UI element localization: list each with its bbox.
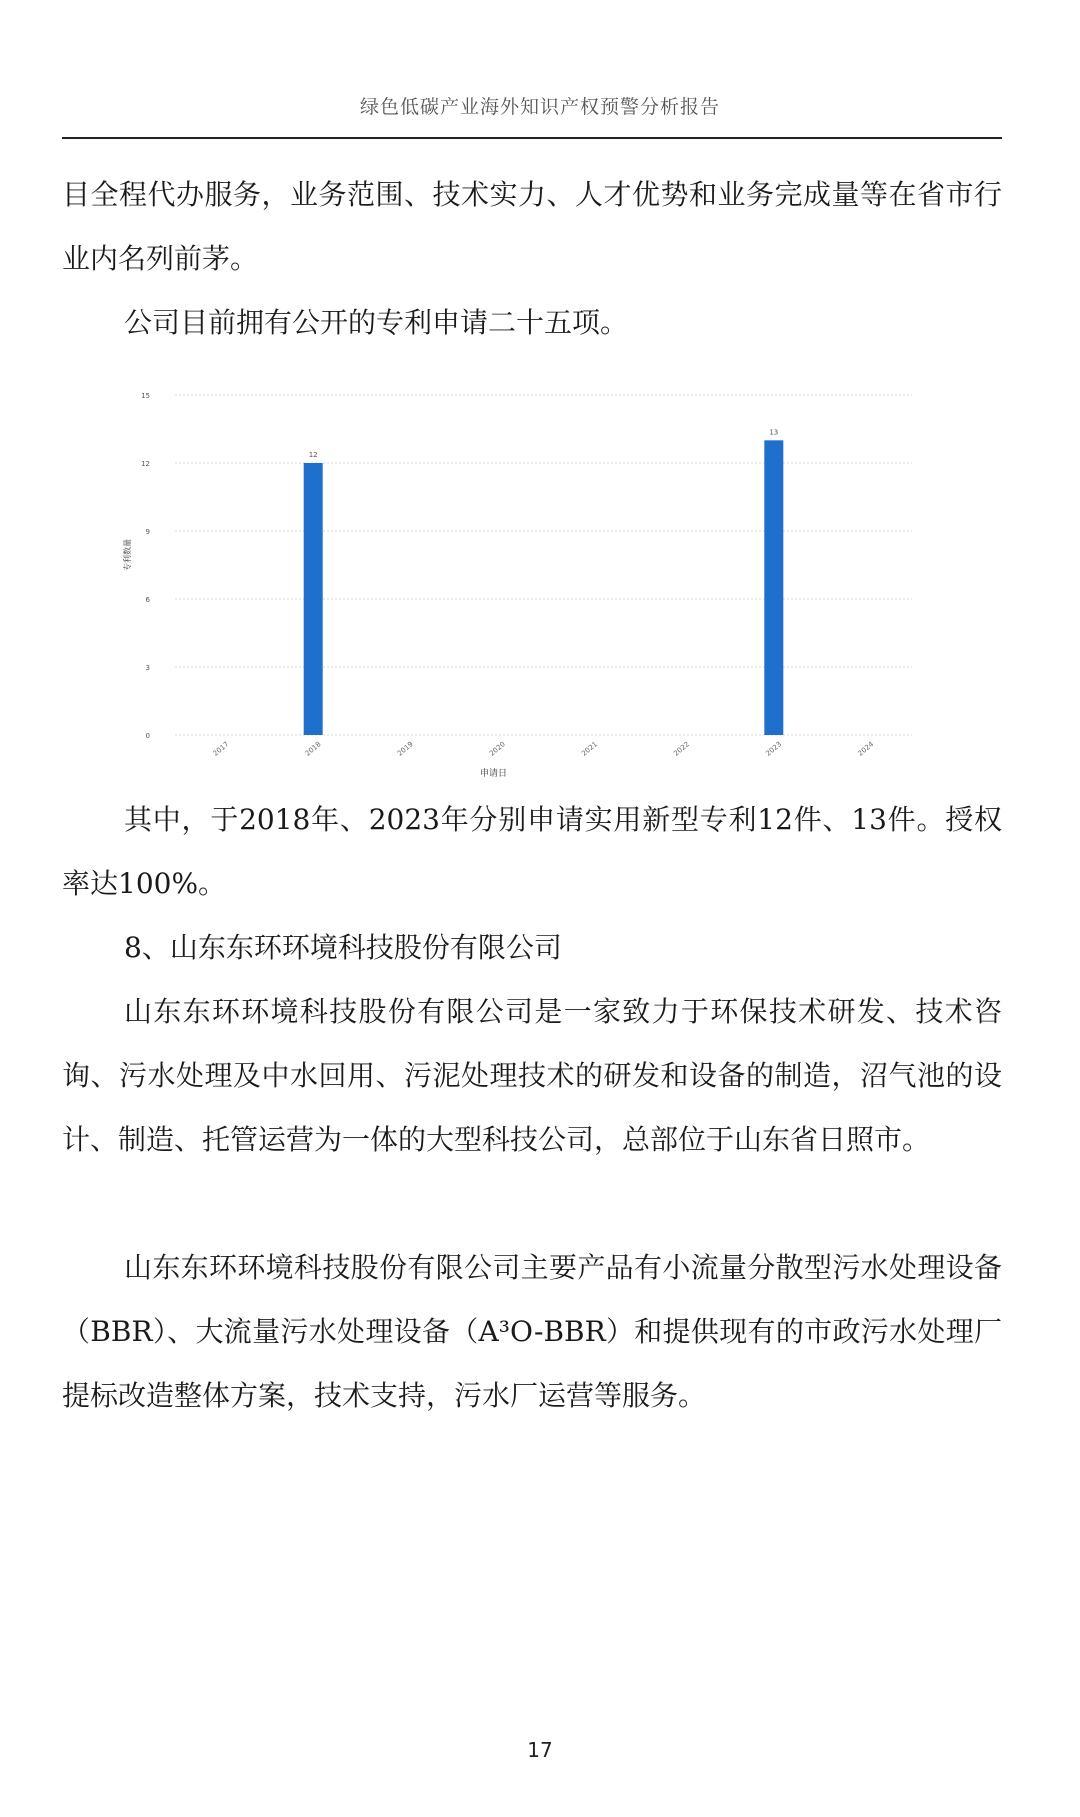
paragraph-3: 其中，于2018年、2023年分别申请实用新型专利12件、13件。授权率达100%。 [62, 803, 1002, 900]
chart-x-ticks [212, 740, 876, 758]
x-tick-label: 2019 [395, 740, 415, 758]
paragraph-2: 公司目前拥有公开的专利申请二十五项。 [124, 306, 629, 339]
x-tick-label: 2018 [303, 740, 323, 758]
x-tick-label: 2020 [488, 740, 507, 758]
chart-bars [304, 428, 784, 735]
x-tick-label: 2017 [211, 740, 231, 758]
y-tick-label: 0 [145, 732, 150, 740]
paragraph-5: 山东东环环境科技股份有限公司是一家致力于环保技术研发、技术咨询、污水处理及中水回用、污泥处理技术的研发和设备的制造，沼气池的设计、制造、托管运营为一体的大型科技公司，总部位于山东省日照市。 [62, 995, 1002, 1156]
y-tick-label: 3 [145, 664, 150, 672]
chart-gridlines [175, 395, 912, 735]
patent-bar-chart [123, 385, 920, 780]
bar-data-label: 13 [769, 428, 779, 437]
header-rule [62, 137, 1002, 139]
paragraph-6: 山东东环环境科技股份有限公司主要产品有小流量分散型污水处理设备（BBR）、大流量污水处理设备（A³O-BBR）和提供现有的市政污水处理厂提标改造整体方案，技术支持，污水厂运营等服务。 [62, 1251, 1002, 1412]
y-tick-label: 15 [141, 392, 150, 400]
y-tick-label: 9 [145, 528, 150, 536]
y-tick-label: 12 [141, 460, 150, 468]
x-tick-label: 2024 [856, 740, 876, 758]
paragraph-4-company-heading: 8、山东东环环境科技股份有限公司 [124, 931, 562, 964]
page-header: 绿色低碳产业海外知识产权预警分析报告 [359, 96, 720, 118]
paragraph-1: 目全程代办服务，业务范围、技术实力、人才优势和业务完成量等在省市行业内名列前茅。 [62, 178, 1002, 275]
page-number: 17 [527, 1738, 553, 1762]
chart-y-axis-label: 专利数量 [123, 539, 132, 571]
bar [764, 440, 783, 735]
chart-x-axis-label: 申请日 [479, 769, 508, 779]
x-tick-label: 2021 [580, 740, 599, 758]
x-tick-label: 2023 [764, 740, 784, 758]
bar-data-label: 12 [308, 451, 318, 459]
y-tick-label: 6 [145, 596, 150, 604]
bar [304, 463, 323, 735]
chart-y-ticks [141, 392, 150, 740]
x-tick-label: 2022 [672, 740, 692, 758]
